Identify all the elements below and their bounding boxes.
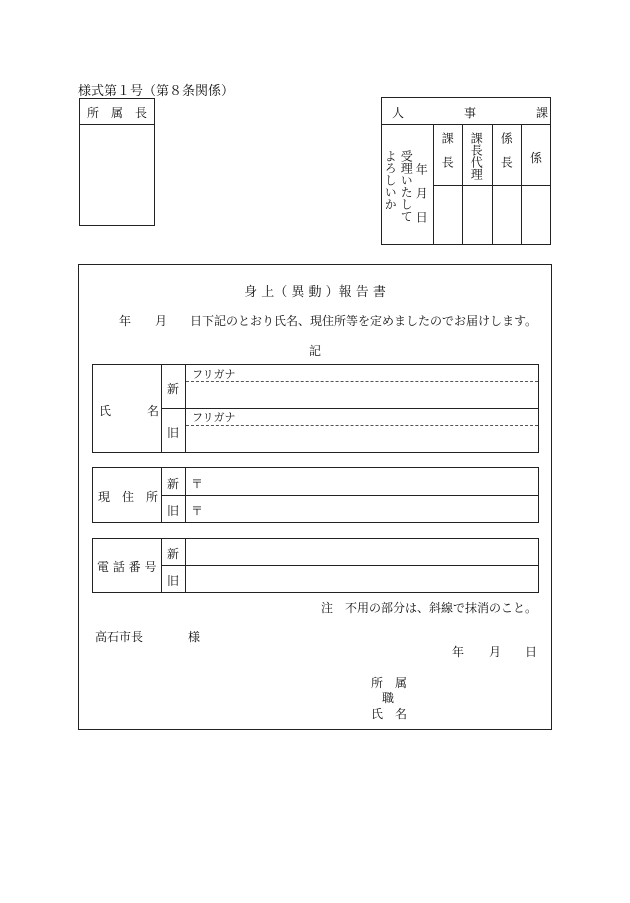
stamp-cell-staff-head[interactable] — [493, 186, 521, 244]
approval-text-line3: よろしいか — [383, 150, 398, 210]
personnel-header: 人 事 課 — [392, 106, 549, 120]
name-old-field[interactable] — [187, 427, 537, 451]
stamp-cell-chief[interactable] — [434, 186, 462, 244]
approval-date-text: 年 月 日 — [414, 163, 429, 223]
ki-label: 記 — [308, 344, 321, 358]
footer-month-label: 月 — [489, 645, 502, 659]
name-new-label: 新 — [167, 382, 180, 396]
phone-new-label: 新 — [167, 547, 180, 561]
personnel-header-divider — [381, 124, 551, 125]
note-text: 注 不用の部分は、斜線で抹消のこと。 — [321, 601, 538, 615]
addressee: 高石市長 — [95, 630, 144, 644]
postal-mark-new: 〒 — [191, 477, 204, 491]
name-label: 氏 名 — [99, 404, 160, 418]
name-old-label: 旧 — [167, 426, 180, 440]
full-name-label: 氏 名 — [371, 707, 408, 721]
supervisor-seal-area[interactable] — [80, 125, 154, 225]
col-chief-label: 課 長 — [440, 132, 455, 168]
furigana-old-label: フリガナ — [192, 411, 236, 424]
phone-label: 電 話 番 号 — [97, 560, 157, 574]
furigana-old-line — [186, 425, 538, 426]
address-label: 現 住 所 — [98, 490, 159, 504]
col-deputy-label: 課長代理 — [469, 132, 484, 180]
col-staff-head-label: 係 長 — [499, 132, 514, 168]
name-new-field[interactable] — [187, 383, 537, 407]
col-staff-label: 係 — [530, 151, 543, 165]
phone-row-divider — [161, 565, 539, 566]
address-new-field[interactable] — [205, 469, 537, 493]
furigana-new-label: フリガナ — [192, 368, 236, 381]
stamp-cell-deputy[interactable] — [463, 186, 492, 244]
report-intro: 日下記のとおり氏名、現住所等を定めましたのでお届けします。 — [190, 314, 538, 328]
affiliation-label: 所 属 — [371, 676, 408, 690]
postal-mark-old: 〒 — [191, 504, 204, 518]
phone-old-label: 旧 — [167, 574, 180, 588]
position-label: 職 — [382, 691, 395, 705]
footer-day-label: 日 — [525, 645, 538, 659]
address-old-field[interactable] — [205, 497, 537, 521]
supervisor-label: 所 属 長 — [86, 106, 147, 120]
address-new-label: 新 — [167, 477, 180, 491]
phone-old-field[interactable] — [187, 567, 537, 591]
approval-text-line2: 受理いたして — [399, 150, 414, 222]
sama-label: 様 — [188, 630, 201, 644]
stamp-cell-staff[interactable] — [522, 186, 550, 244]
address-row-divider — [161, 495, 539, 496]
address-old-label: 旧 — [167, 504, 180, 518]
date-month-label: 月 — [155, 314, 168, 328]
form-number: 様式第１号（第８条関係） — [78, 84, 235, 99]
footer-year-label: 年 — [452, 645, 465, 659]
report-title: 身 上（ 異 動 ）報 告 書 — [244, 285, 386, 300]
date-year-label: 年 — [119, 314, 132, 328]
furigana-new-line — [186, 381, 538, 382]
phone-new-field[interactable] — [187, 540, 537, 564]
